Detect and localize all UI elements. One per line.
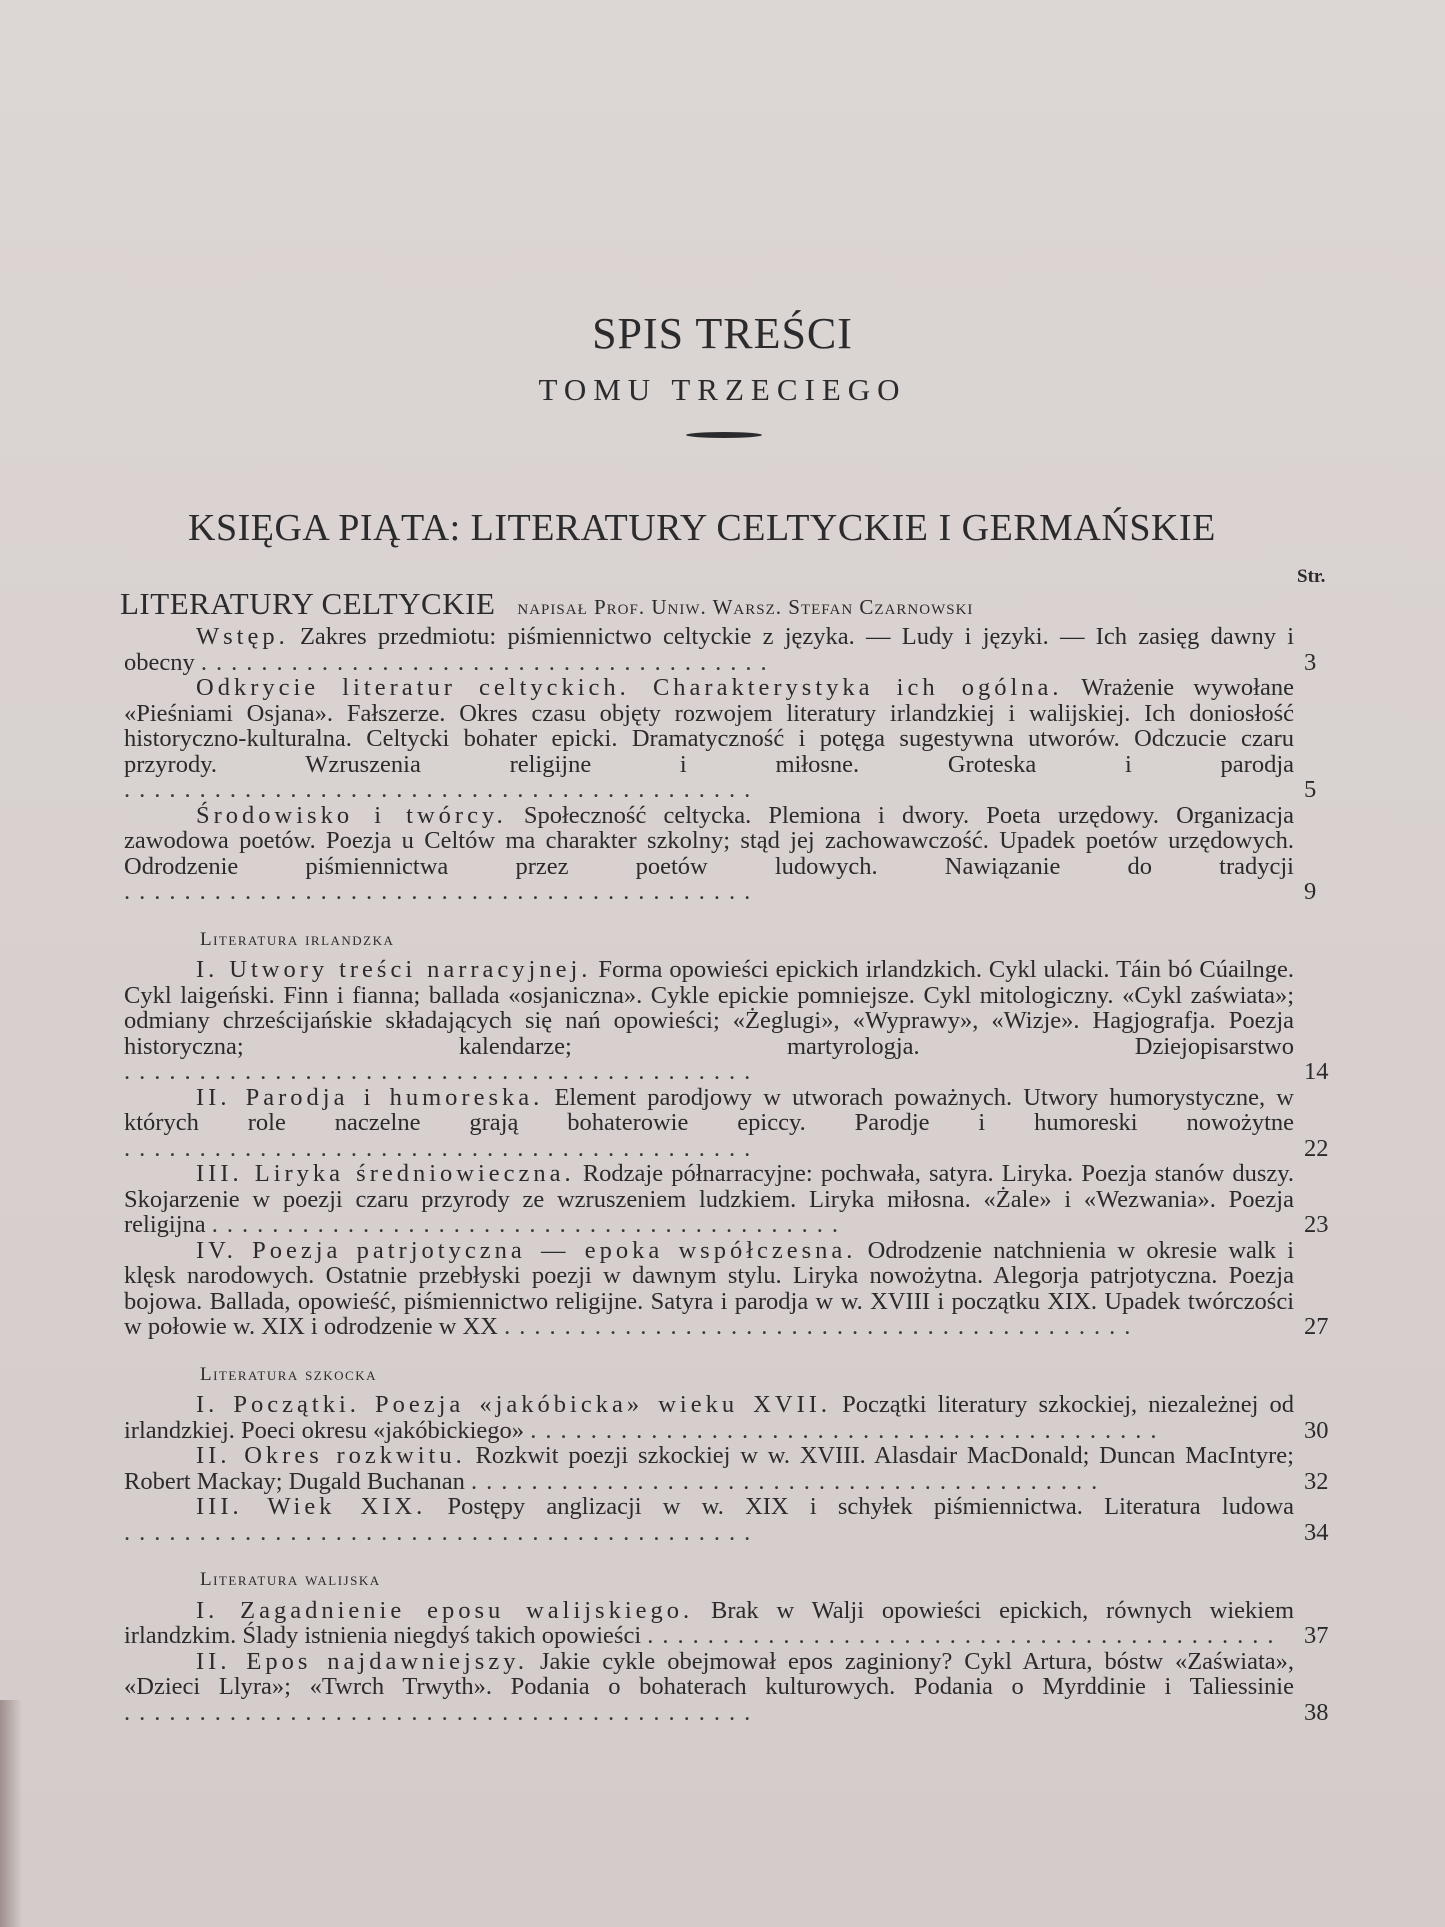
toc-entry-lead: II. Okres rozkwitu. xyxy=(196,1442,466,1469)
toc-entry xyxy=(124,1160,1329,1238)
toc-entry-lead: II. Parodja i humoreska. xyxy=(196,1083,544,1111)
leader-dots: .......................................... xyxy=(530,1416,1166,1444)
toc-entry-text: Rozkwit poezji szkockiej w w. XVIII. Alasdair MacDonald; Duncan MacIntyre; Robert Mackay; Dugald Buchanan xyxy=(124,1442,1294,1495)
toc-page-number: 14 xyxy=(1304,1058,1329,1085)
toc-entry-text: Wrażenie wywołane «Pieśniami Osjana». Fałszerze. Okres czasu objęty rozwojem literatury irlandzkiej i walijskiej. Ich doniosłość historyczno-kulturalna. Celtycki bohater epicki. Dramatyczność i potęga sugestywna utworów. Odczucie czaru przyrody. Wzruszenia religijne i miłosne. Groteska i parodja xyxy=(124,674,1294,778)
toc-entry xyxy=(124,1236,1329,1340)
toc-page-number: 38 xyxy=(1304,1698,1329,1726)
toc-entry-text: Postępy anglizacji w w. XIX i schyłek piśmiennictwa. Literatura ludowa xyxy=(447,1493,1295,1520)
toc-entry-text: Społeczność celtycka. Plemiona i dwory. Poeta urzędowy. Organizacja zawodowa poetów. Poezja u Celtów ma charakter szkolny; stąd jej zachowawczość. Upadek poetów urzędowych. Odrodzenie piśmiennictwa przez poetów ludowych. Nawiązanie do tradycji xyxy=(124,801,1294,880)
leader-dots: .......................................... xyxy=(647,1622,1283,1649)
toc-entry-text: Brak w Walji opowieści epickich, równych wiekiem irlandzkim. Ślady istnienia niegdyś takich opowieści xyxy=(124,1596,1294,1649)
toc-page-number: 22 xyxy=(1304,1134,1329,1162)
table-of-contents xyxy=(124,623,1329,1726)
subsection-heading-welsh: Literatura walijska xyxy=(200,1569,381,1590)
leader-dots: .......................................... xyxy=(124,878,760,905)
toc-page-number: 5 xyxy=(1304,776,1317,803)
toc-entry xyxy=(124,1083,1329,1162)
page-column-label: Str. xyxy=(1297,566,1326,587)
toc-entry-text: Jakie cykle obejmował epos zaginiony? Cykl Artura, bóstw «Zaświata», «Dzieci Llyra»; «Twrch Trwyth». Podania o bohaterach kulturowych. Podania o Myrddinie i Taliessinie xyxy=(124,1647,1295,1700)
toc-entry xyxy=(124,1493,1329,1546)
page-title: SPIS TREŚCI xyxy=(592,309,853,358)
toc-entry-text: Element parodjowy w utworach poważnych. Utwory humorystyczne, w których role naczelne grają bohaterowie epiccy. Parodje i humoreski nowożytne xyxy=(124,1083,1294,1136)
leader-dots: .......................................... xyxy=(504,1313,1140,1340)
section-heading xyxy=(120,586,973,622)
toc-page-number: 23 xyxy=(1304,1211,1329,1238)
page-subtitle: TOMU TRZECIEGO xyxy=(538,372,907,407)
toc-page-number: 9 xyxy=(1304,878,1317,905)
leader-dots: .......................................... xyxy=(470,1467,1107,1495)
toc-entry xyxy=(124,1647,1329,1726)
toc-entry-lead: I. Utwory treści narracyjnej. xyxy=(196,956,592,983)
leader-dots: .......................................... xyxy=(124,1518,760,1546)
toc-entry xyxy=(124,674,1317,803)
toc-page-number: 34 xyxy=(1304,1518,1329,1546)
toc-entry xyxy=(124,1596,1329,1649)
toc-page-number: 37 xyxy=(1304,1622,1329,1649)
leader-dots: .......................................... xyxy=(124,1698,760,1726)
toc-entry xyxy=(124,1442,1329,1495)
toc-entry-lead: III. Wiek XIX. xyxy=(196,1493,427,1520)
leader-dots: .......................................... xyxy=(211,1211,848,1238)
toc-page-number: 30 xyxy=(1304,1416,1329,1444)
leader-dots: .......................................... xyxy=(124,1058,760,1085)
page-edge-shadow xyxy=(0,1700,22,1927)
toc-entry-text: Rodzaje półnarracyjne: pochwała, satyra. Liryka. Poezja stanów duszy. Skojarzenie w poezji czaru przyrody ze wzruszeniem ludzkiem. Liryka miłosna. «Żale» i «Wezwania». Poezja religijna xyxy=(124,1160,1295,1238)
book-title: KSIĘGA PIĄTA: LITERATURY CELTYCKIE I GERMAŃSKIE xyxy=(188,507,1216,549)
toc-entry-lead: Środowisko i twórcy. xyxy=(196,801,507,829)
toc-entry xyxy=(124,623,1317,676)
toc-page-number: 27 xyxy=(1304,1313,1329,1340)
toc-entry-lead: III. Liryka średniowieczna. xyxy=(196,1160,575,1187)
leader-dots: .......................................... xyxy=(124,776,760,803)
toc-entry-text: Odrodzenie natchnienia w okresie walk i klęsk narodowych. Ostatnie przebłyski poezji w dawnym stylu. Liryka nowożytna. Alegorja patrjotyczna. Poezja bojowa. Ballada, opowieść, piśmiennictwo religijne. Satyra i parodja w w. XVIII i początku XIX. Upadek twórczości w połowie w. XIX i odrodzenie w XX xyxy=(124,1236,1295,1340)
section-author: napisał Prof. Uniw. Warsz. Stefan Czarnowski xyxy=(517,595,974,619)
toc-entry xyxy=(124,801,1317,905)
leader-dots: .......................................... xyxy=(124,1134,760,1162)
leader-dots: ...................................... xyxy=(200,648,776,676)
toc-entry xyxy=(124,956,1329,1085)
toc-entry-text: Forma opowieści epickich irlandzkich. Cykl ulacki. Táin bó Cúailnge. Cykl laigeński. Finn i fianna; ballada «osjaniczna». Cykle epickie pomniejsze. Cykl mitologiczny. «Cykl zaświata»; odmiany chrześcijańskie składających się nań opowieści; «Żeglugi», «Wyprawy», «Wizje». Hagjografja. Poezja historyczna; kalendarze; martyrologja. Dziejopisarstwo xyxy=(124,956,1294,1060)
toc-entry-lead: II. Epos najdawniejszy. xyxy=(196,1647,528,1675)
toc-entry-lead: I. Zagadnienie eposu walijskiego. xyxy=(196,1596,694,1624)
toc-entry-lead: Odkrycie literatur celtyckich. Charakterystyka ich ogólna. xyxy=(196,674,1063,701)
toc-entry-text: Zakres przedmiotu: piśmiennictwo celtyckie z języka. — Ludy i języki. — Ich zasięg dawny i obecny xyxy=(124,623,1295,676)
toc-entry xyxy=(124,1391,1329,1444)
toc-entry-text: Początki literatury szkockiej, niezależnej od irlandzkiej. Poeci okresu «jakóbickiego» xyxy=(124,1391,1295,1444)
toc-entry-lead: I. Początki. Poezja «jakóbicka» wieku XVII. xyxy=(196,1391,832,1418)
section-title: LITERATURY CELTYCKIE xyxy=(120,586,496,621)
toc-page-number: 32 xyxy=(1304,1467,1329,1495)
toc-entry-lead: IV. Poezja patrjotyczna — epoka współczesna. xyxy=(196,1236,857,1264)
toc-entry-lead: Wstęp. xyxy=(196,623,289,650)
toc-page-number: 3 xyxy=(1304,648,1317,676)
ornamental-rule xyxy=(686,432,762,438)
subsection-heading-scottish: Literatura szkocka xyxy=(200,1363,377,1385)
subsection-heading-irish: Literatura irlandzka xyxy=(200,928,395,950)
